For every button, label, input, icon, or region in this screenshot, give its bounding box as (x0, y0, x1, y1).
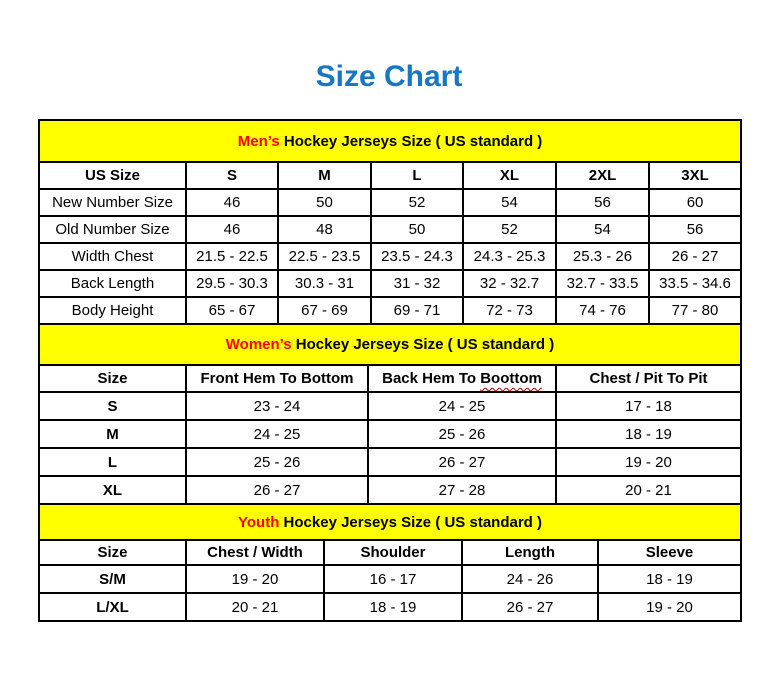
womens-header-row (39, 365, 741, 392)
youth-section-highlight: Youth (238, 513, 280, 531)
mens-col-2xl: 2XL (556, 162, 649, 189)
womens-col-back-hem (368, 365, 556, 392)
womens-col-size: Size (39, 365, 186, 392)
table-row (39, 243, 741, 270)
cell: 30.3 - 31 (278, 270, 371, 297)
youth-col-chest-width: Chest / Width (186, 540, 324, 565)
cell: 29.5 - 30.3 (186, 270, 278, 297)
table-row (39, 448, 741, 476)
cell: 77 - 80 (649, 297, 741, 324)
cell: 16 - 17 (324, 565, 462, 593)
cell: 50 (371, 216, 463, 243)
mens-section-band (39, 120, 741, 162)
cell: 19 - 20 (556, 448, 741, 476)
row-label: Width Chest (39, 243, 186, 270)
cell: 24 - 26 (462, 565, 598, 593)
cell: 74 - 76 (556, 297, 649, 324)
cell: 20 - 21 (556, 476, 741, 504)
cell: 56 (556, 189, 649, 216)
youth-section-band (39, 504, 741, 540)
mens-col-us-size: US Size (39, 162, 186, 189)
youth-header-row (39, 540, 741, 565)
youth-size-table (38, 503, 742, 622)
womens-size-table (38, 323, 742, 505)
womens-col-chest: Chest / Pit To Pit (556, 365, 741, 392)
mens-section-highlight: Men’s (237, 132, 280, 150)
cell: 32 - 32.7 (463, 270, 556, 297)
row-label: New Number Size (39, 189, 186, 216)
cell: 19 - 20 (186, 565, 324, 593)
row-label: Old Number Size (39, 216, 186, 243)
youth-col-length: Length (462, 540, 598, 565)
table-row (39, 270, 741, 297)
cell: 60 (649, 189, 741, 216)
cell: 69 - 71 (371, 297, 463, 324)
mens-col-xl: XL (463, 162, 556, 189)
mens-col-m: M (278, 162, 371, 189)
cell: 25 - 26 (368, 420, 556, 448)
page-title: Size Chart (315, 60, 463, 93)
womens-section-title: Hockey Jerseys Size ( US standard ) (291, 336, 555, 353)
mens-col-l: L (371, 162, 463, 189)
table-row (39, 565, 741, 593)
row-label: S/M (39, 565, 186, 593)
mens-col-s: S (186, 162, 278, 189)
cell: 18 - 19 (324, 593, 462, 621)
cell: 18 - 19 (556, 420, 741, 448)
row-label: XL (39, 476, 186, 504)
cell: 52 (371, 189, 463, 216)
womens-section-highlight: Women’s (225, 336, 292, 353)
table-row (39, 297, 741, 324)
row-label: S (39, 392, 186, 420)
cell: 25 - 26 (186, 448, 368, 476)
mens-header-row (39, 162, 741, 189)
row-label: Body Height (39, 297, 186, 324)
cell: 27 - 28 (368, 476, 556, 504)
table-row (39, 593, 741, 621)
mens-section-header (39, 120, 741, 162)
cell: 33.5 - 34.6 (649, 270, 741, 297)
cell: 54 (463, 189, 556, 216)
cell: 18 - 19 (598, 565, 741, 593)
cell: 52 (463, 216, 556, 243)
back-hem-label: Back Hem To (382, 370, 481, 387)
table-row (39, 189, 741, 216)
table-row (39, 476, 741, 504)
cell: 23 - 24 (186, 392, 368, 420)
cell: 26 - 27 (368, 448, 556, 476)
row-label: Back Length (39, 270, 186, 297)
cell: 50 (278, 189, 371, 216)
cell: 19 - 20 (598, 593, 741, 621)
cell: 22.5 - 23.5 (278, 243, 371, 270)
cell: 24 - 25 (368, 392, 556, 420)
cell: 26 - 27 (649, 243, 741, 270)
womens-col-front-hem: Front Hem To Bottom (186, 365, 368, 392)
youth-col-shoulder: Shoulder (324, 540, 462, 565)
cell: 32.7 - 33.5 (556, 270, 649, 297)
row-label: L/XL (39, 593, 186, 621)
cell: 24.3 - 25.3 (463, 243, 556, 270)
cell: 46 (186, 189, 278, 216)
mens-section-title: Hockey Jerseys Size ( US standard ) (279, 132, 543, 150)
cell: 46 (186, 216, 278, 243)
youth-section-header (39, 504, 741, 540)
cell: 54 (556, 216, 649, 243)
table-row (39, 216, 741, 243)
mens-size-table (38, 119, 742, 325)
cell: 17 - 18 (556, 392, 741, 420)
cell: 24 - 25 (186, 420, 368, 448)
womens-section-band (39, 324, 741, 365)
table-row (39, 392, 741, 420)
row-label: M (39, 420, 186, 448)
youth-col-size: Size (39, 540, 186, 565)
cell: 56 (649, 216, 741, 243)
cell: 72 - 73 (463, 297, 556, 324)
cell: 65 - 67 (186, 297, 278, 324)
cell: 21.5 - 22.5 (186, 243, 278, 270)
mens-col-3xl: 3XL (649, 162, 741, 189)
table-row (39, 420, 741, 448)
womens-section-header (39, 324, 741, 365)
cell: 48 (278, 216, 371, 243)
cell: 31 - 32 (371, 270, 463, 297)
youth-section-title: Hockey Jerseys Size ( US standard ) (279, 513, 542, 531)
cell: 26 - 27 (462, 593, 598, 621)
row-label: L (39, 448, 186, 476)
cell: 20 - 21 (186, 593, 324, 621)
cell: 26 - 27 (186, 476, 368, 504)
cell: 25.3 - 26 (556, 243, 649, 270)
cell: 67 - 69 (278, 297, 371, 324)
misspelled-word: Boottom (480, 370, 542, 387)
youth-col-sleeve: Sleeve (598, 540, 741, 565)
cell: 23.5 - 24.3 (371, 243, 463, 270)
